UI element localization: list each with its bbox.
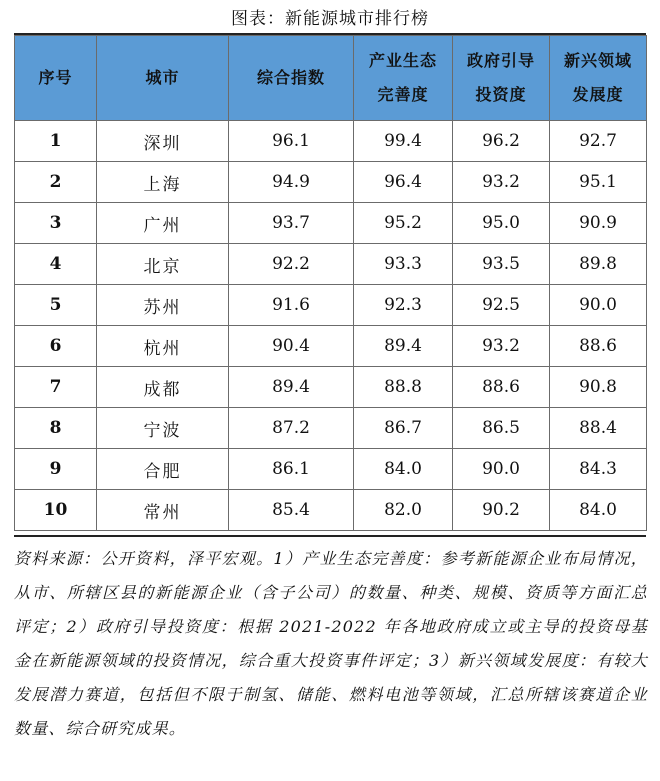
source-note: 资料来源：公开资料，泽平宏观。1）产业生态完善度：参考新能源企业布局情况，从市、所辖区县的新能源企业（含子公司）的数量、种类、规模、资质等方面汇总评定；2）政府引导投资度：根据 2021-2022 年各地政府成立或主导的投资母基金在新能源领域的投资情况，综合重大投资事件评定；3）新兴领域发展度：有较大发展潜力赛道，包括但不限于制氢、储能、燃料电池等领域，汇总所辖该赛道企业数量、综合研究成果。 [14,549,648,738]
rank-cell: 9 [15,449,97,490]
government-investment-cell: 88.6 [453,367,550,408]
header-industry-ecology [354,36,453,121]
government-investment-cell: 93.2 [453,326,550,367]
composite-index-cell: 89.4 [229,367,354,408]
table-row [15,367,647,408]
table-row [15,244,647,285]
header-government-investment-line1: 政府引导 [466,51,535,70]
table-row [15,326,647,367]
city-cell: 常州 [97,490,229,531]
header-composite-index-label: 综合指数 [256,68,325,87]
table-header [15,36,647,121]
city-cell: 合肥 [97,449,229,490]
composite-index-cell: 90.4 [229,326,354,367]
industry-ecology-cell: 99.4 [354,121,453,162]
city-cell: 杭州 [97,326,229,367]
header-emerging-fields-line2: 发展度 [572,85,624,104]
industry-ecology-cell: 92.3 [354,285,453,326]
emerging-fields-cell: 84.0 [550,490,647,531]
chart-title: 图表：新能源城市排行榜 [231,9,429,29]
composite-index-cell: 93.7 [229,203,354,244]
city-cell: 北京 [97,244,229,285]
emerging-fields-cell: 95.1 [550,162,647,203]
industry-ecology-cell: 96.4 [354,162,453,203]
rank-cell: 2 [15,162,97,203]
industry-ecology-cell: 82.0 [354,490,453,531]
city-cell: 宁波 [97,408,229,449]
composite-index-cell: 96.1 [229,121,354,162]
industry-ecology-cell: 89.4 [354,326,453,367]
government-investment-cell: 95.0 [453,203,550,244]
city-cell: 成都 [97,367,229,408]
government-investment-cell: 96.2 [453,121,550,162]
header-rank [15,36,97,121]
ranking-table [14,35,647,531]
table-row [15,121,647,162]
rank-cell: 10 [15,490,97,531]
government-investment-cell: 90.2 [453,490,550,531]
composite-index-cell: 92.2 [229,244,354,285]
table-row [15,449,647,490]
header-city [97,36,229,121]
header-emerging-fields-line1: 新兴领域 [563,51,632,70]
emerging-fields-cell: 89.8 [550,244,647,285]
rank-cell: 7 [15,367,97,408]
rank-cell: 3 [15,203,97,244]
rank-cell: 5 [15,285,97,326]
header-industry-ecology-line1: 产业生态 [368,51,437,70]
rank-cell: 6 [15,326,97,367]
industry-ecology-cell: 93.3 [354,244,453,285]
table-row [15,203,647,244]
industry-ecology-cell: 95.2 [354,203,453,244]
city-cell: 深圳 [97,121,229,162]
rank-cell: 4 [15,244,97,285]
table-row [15,162,647,203]
header-government-investment [453,36,550,121]
emerging-fields-cell: 88.6 [550,326,647,367]
rank-cell: 1 [15,121,97,162]
composite-index-cell: 85.4 [229,490,354,531]
table-body [15,121,647,531]
table-row [15,408,647,449]
government-investment-cell: 92.5 [453,285,550,326]
header-row [15,36,647,121]
industry-ecology-cell: 86.7 [354,408,453,449]
industry-ecology-cell: 88.8 [354,367,453,408]
header-composite-index [229,36,354,121]
table-row [15,490,647,531]
emerging-fields-cell: 90.0 [550,285,647,326]
city-cell: 广州 [97,203,229,244]
header-rank-label: 序号 [38,68,73,87]
composite-index-cell: 91.6 [229,285,354,326]
government-investment-cell: 93.2 [453,162,550,203]
city-cell: 上海 [97,162,229,203]
composite-index-cell: 86.1 [229,449,354,490]
table-row [15,285,647,326]
government-investment-cell: 93.5 [453,244,550,285]
header-industry-ecology-line2: 完善度 [377,85,429,104]
emerging-fields-cell: 92.7 [550,121,647,162]
government-investment-cell: 86.5 [453,408,550,449]
composite-index-cell: 94.9 [229,162,354,203]
emerging-fields-cell: 90.9 [550,203,647,244]
emerging-fields-cell: 88.4 [550,408,647,449]
city-cell: 苏州 [97,285,229,326]
header-government-investment-line2: 投资度 [475,85,527,104]
composite-index-cell: 87.2 [229,408,354,449]
header-city-label: 城市 [145,68,180,87]
industry-ecology-cell: 84.0 [354,449,453,490]
header-emerging-fields [550,36,647,121]
emerging-fields-cell: 90.8 [550,367,647,408]
emerging-fields-cell: 84.3 [550,449,647,490]
rank-cell: 8 [15,408,97,449]
government-investment-cell: 90.0 [453,449,550,490]
bottom-rule [14,535,646,537]
